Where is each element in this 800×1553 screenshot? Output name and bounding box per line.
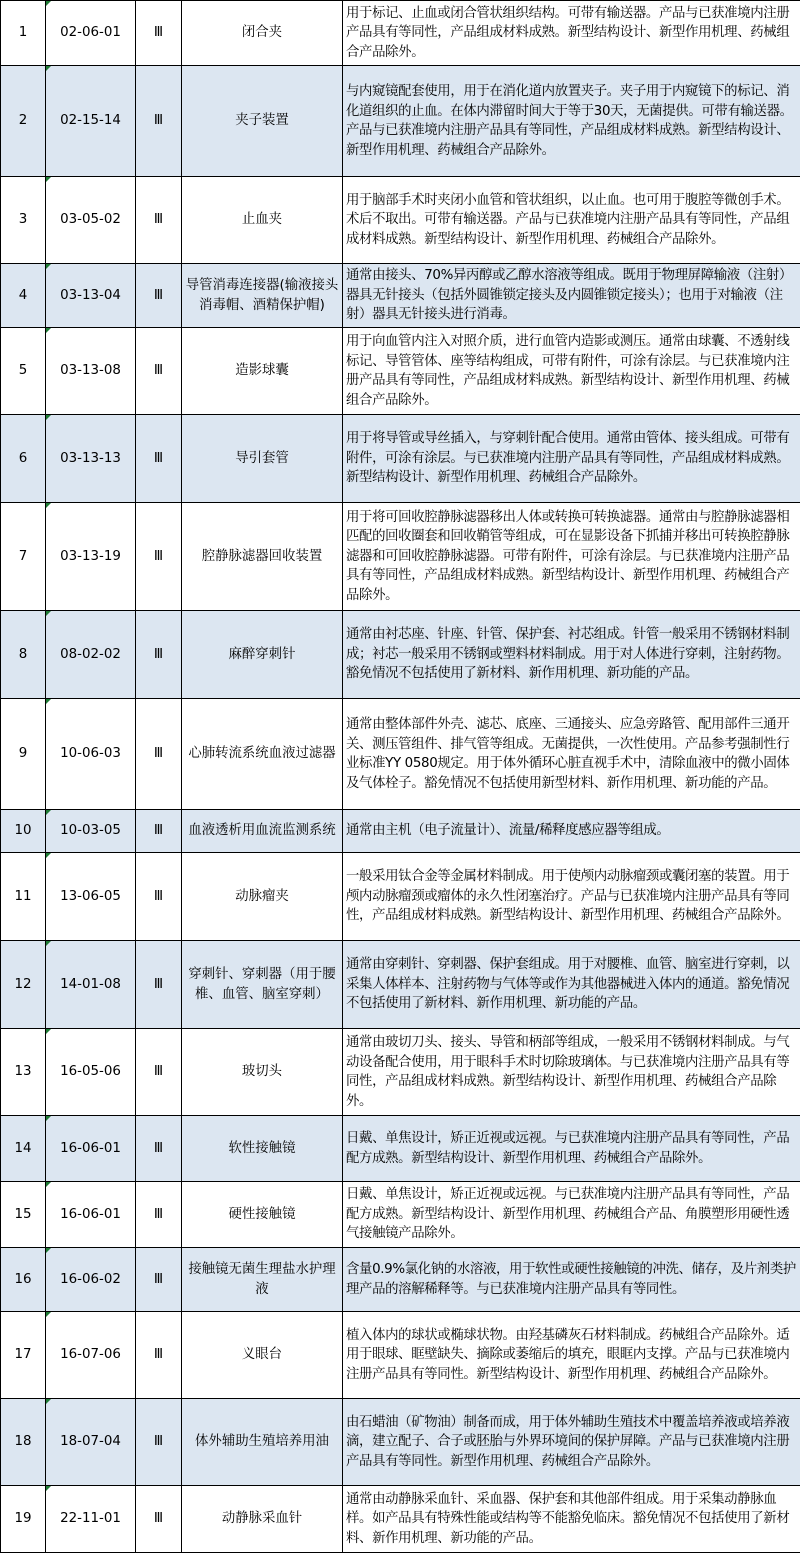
- cell-marker: [46, 1, 51, 6]
- product-name: 麻醉穿刺针: [182, 611, 343, 699]
- product-name: 硬性接触镜: [182, 1182, 343, 1248]
- device-class: Ⅲ: [136, 941, 182, 1029]
- cell-marker: [46, 1248, 51, 1253]
- cell-marker: [46, 1486, 51, 1491]
- device-class: Ⅲ: [136, 264, 182, 328]
- category-code: 02-15-14: [46, 66, 136, 177]
- table-row: [1, 503, 800, 611]
- device-class: Ⅲ: [136, 328, 182, 415]
- product-name: 穿刺针、穿刺器（用于腰椎、血管、脑室穿刺）: [182, 941, 343, 1029]
- product-name: 接触镜无菌生理盐水护理液: [182, 1248, 343, 1312]
- row-number: 12: [1, 941, 46, 1029]
- product-name: 造影球囊: [182, 328, 343, 415]
- device-class: Ⅲ: [136, 699, 182, 810]
- cell-marker: [46, 1029, 51, 1034]
- category-code: 16-05-06: [46, 1029, 136, 1116]
- cell-marker: [46, 853, 51, 858]
- cell-marker: [46, 1399, 51, 1404]
- row-number: 6: [1, 415, 46, 503]
- row-number: 17: [1, 1312, 46, 1399]
- cell-marker: [46, 177, 51, 182]
- table-row: [1, 1486, 800, 1553]
- product-name: 义眼台: [182, 1312, 343, 1399]
- table-row: [1, 1399, 800, 1486]
- row-number: 13: [1, 1029, 46, 1116]
- cell-marker: [46, 810, 51, 815]
- category-code: 16-06-02: [46, 1248, 136, 1312]
- product-name: 动静脉采血针: [182, 1486, 343, 1553]
- cell-marker: [46, 328, 51, 333]
- table-row: [1, 1, 800, 66]
- product-name: 玻切头: [182, 1029, 343, 1116]
- table-row: [1, 853, 800, 941]
- product-description: 由石蜡油（矿物油）制备而成，用于体外辅助生殖技术中覆盖培养液或培养液滴，建立配子、合子或胚胎与外界环境间的保护屏障。产品与已获准境内注册产品具有等同性。新型作用机理、药械组合产品除外。: [343, 1399, 800, 1486]
- device-class: Ⅲ: [136, 611, 182, 699]
- product-description: 通常由主机（电子流量计）、流量/稀释度感应器等组成。: [343, 810, 800, 853]
- table-row: [1, 699, 800, 810]
- cell-marker: [46, 1312, 51, 1317]
- product-description: 用于向血管内注入对照介质，进行血管内造影或测压。通常由球囊、不透射线标记、导管管体、座等结构组成，可带有附件，可涂有涂层。与已获准境内注册产品具有等同性，产品组成材料成熟。新型结构设计、新型作用机理、药械组合产品除外。: [343, 328, 800, 415]
- device-class: Ⅲ: [136, 1029, 182, 1116]
- product-name: 血液透析用血流监测系统: [182, 810, 343, 853]
- device-class: Ⅲ: [136, 177, 182, 264]
- device-class: Ⅲ: [136, 810, 182, 853]
- product-name: 软性接触镜: [182, 1116, 343, 1182]
- cell-marker: [46, 264, 51, 269]
- row-number: 9: [1, 699, 46, 810]
- product-description: 用于脑部手术时夹闭小血管和管状组织，以止血。也可用于腹腔等微创手术。术后不取出。可带有输送器。产品与已获准境内注册产品具有等同性，产品组成材料成熟。新型结构设计、新型作用机理、药械组合产品除外。: [343, 177, 800, 264]
- product-description: 日戴、单焦设计，矫正近视或远视。与已获准境内注册产品具有等同性，产品配方成熟。新型结构设计、新型作用机理、药械组合产品、角膜塑形用硬性透气接触镜产品除外。: [343, 1182, 800, 1248]
- category-code: 16-06-01: [46, 1182, 136, 1248]
- product-name: 导管消毒连接器(输液接头消毒帽、酒精保护帽): [182, 264, 343, 328]
- product-description: 通常由衬芯座、针座、针管、保护套、衬芯组成。针管一般采用不锈钢材料制成；衬芯一般采用不锈钢或塑料材料制成。用于对人体进行穿刺，注射药物。豁免情况不包括使用了新材料、新作用机理、新功能的产品。: [343, 611, 800, 699]
- product-description: 用于将可回收腔静脉滤器移出人体或转换可转换滤器。通常由与腔静脉滤器相匹配的回收圈套和回收鞘管等组成，可在显影设备下抓捕并移出可转换腔静脉滤器和可回收腔静脉滤器。可带有附件，可涂有涂层。与已获准境内注册产品具有等同性，产品组成材料成熟。新型结构设计、新型作用机理、药械组合产品除外。: [343, 503, 800, 611]
- cell-marker: [46, 1182, 51, 1187]
- device-class: Ⅲ: [136, 415, 182, 503]
- product-description: 含量0.9%氯化钠的水溶液，用于软性或硬性接触镜的冲洗、储存，及片剂类护理产品的溶解稀释等。与已获准境内注册产品具有等同性。: [343, 1248, 800, 1312]
- category-code: 10-03-05: [46, 810, 136, 853]
- category-code: 16-06-01: [46, 1116, 136, 1182]
- product-name: 夹子装置: [182, 66, 343, 177]
- table-row: [1, 810, 800, 853]
- cell-marker: [46, 611, 51, 616]
- product-description: 通常由动静脉采血针、采血器、保护套和其他部件组成。用于采集动静脉血样。如产品具有特殊性能或结构等不能豁免临床。豁免情况不包括使用了新材料、新作用机理、新功能的产品。: [343, 1486, 800, 1553]
- table-row: [1, 66, 800, 177]
- table-row: [1, 941, 800, 1029]
- cell-marker: [46, 699, 51, 704]
- row-number: 1: [1, 1, 46, 66]
- product-name: 腔静脉滤器回收装置: [182, 503, 343, 611]
- product-description: 通常由接头、70%异丙醇或乙醇水溶液等组成。既用于物理屏障输液（注射）器具无针接头（包括外圆锥锁定接头及内圆锥锁定接头）；也用于对输液（注射）器具无针接头进行消毒。: [343, 264, 800, 328]
- table-row: [1, 611, 800, 699]
- product-description: 通常由穿刺针、穿刺器、保护套组成。用于对腰椎、血管、脑室进行穿刺，以采集人体样本、注射药物与气体等或作为其他器械进入体内的通道。豁免情况不包括使用了新材料、新作用机理、新功能的产品。: [343, 941, 800, 1029]
- product-name: 心肺转流系统血液过滤器: [182, 699, 343, 810]
- product-description: 植入体内的球状或椭球状物。由羟基磷灰石材料制成。药械组合产品除外。适用于眼球、眶壁缺失、摘除或萎缩后的填充，眼眶内支撑。产品与已获准境内注册产品具有等同性。新型结构设计、新型作用机理、药械组合产品除外。: [343, 1312, 800, 1399]
- product-name: 闭合夹: [182, 1, 343, 66]
- category-code: 03-13-04: [46, 264, 136, 328]
- device-class: Ⅲ: [136, 1312, 182, 1399]
- row-number: 11: [1, 853, 46, 941]
- product-description: 与内窥镜配套使用，用于在消化道内放置夹子。夹子用于内窥镜下的标记、消化道组织的止血。在体内滞留时间大于等于30天，无菌提供。可带有输送器。产品与已获准境内注册产品具有等同性，产品组成材料成熟。新型结构设计、新型作用机理、药械组合产品除外。: [343, 66, 800, 177]
- category-code: 03-13-19: [46, 503, 136, 611]
- row-number: 16: [1, 1248, 46, 1312]
- product-name: 止血夹: [182, 177, 343, 264]
- device-class: Ⅲ: [136, 853, 182, 941]
- row-number: 8: [1, 611, 46, 699]
- device-class: Ⅲ: [136, 66, 182, 177]
- category-code: 03-13-08: [46, 328, 136, 415]
- device-class: Ⅲ: [136, 503, 182, 611]
- row-number: 10: [1, 810, 46, 853]
- device-class: Ⅲ: [136, 1, 182, 66]
- device-class: Ⅲ: [136, 1399, 182, 1486]
- table-row: [1, 1312, 800, 1399]
- product-name: 体外辅助生殖培养用油: [182, 1399, 343, 1486]
- product-description: 通常由整体部件外壳、滤芯、底座、三通接头、应急旁路管、配用部件三通开关、测压管组件、排气管等组成。无菌提供，一次性使用。产品参考强制性行业标准YY 0580规定。用于体外循环心脏直视手术中，清除血液中的微小固体及气体栓子。豁免情况不包括使用新型材料、新作用机理、新功能的产品。: [343, 699, 800, 810]
- category-code: 18-07-04: [46, 1399, 136, 1486]
- table-row: [1, 1182, 800, 1248]
- category-code: 08-02-02: [46, 611, 136, 699]
- table-row: [1, 1029, 800, 1116]
- table-row: [1, 1248, 800, 1312]
- table-row: [1, 328, 800, 415]
- row-number: 4: [1, 264, 46, 328]
- device-class: Ⅲ: [136, 1248, 182, 1312]
- product-description: 通常由玻切刀头、接头、导管和柄部等组成，一般采用不锈钢材料制成。与气动设备配合使用，用于眼科手术时切除玻璃体。与已获准境内注册产品具有等同性，产品组成材料成熟。新型结构设计、新型作用机理、药械组合产品除外。: [343, 1029, 800, 1116]
- category-code: 02-06-01: [46, 1, 136, 66]
- row-number: 18: [1, 1399, 46, 1486]
- product-name: 动脉瘤夹: [182, 853, 343, 941]
- cell-marker: [46, 941, 51, 946]
- category-code: 03-05-02: [46, 177, 136, 264]
- cell-marker: [46, 1116, 51, 1121]
- cell-marker: [46, 66, 51, 71]
- cell-marker: [46, 415, 51, 420]
- device-class: Ⅲ: [136, 1116, 182, 1182]
- category-code: 10-06-03: [46, 699, 136, 810]
- cell-marker: [46, 503, 51, 508]
- category-code: 22-11-01: [46, 1486, 136, 1553]
- product-description: 日戴、单焦设计，矫正近视或远视。与已获准境内注册产品具有等同性，产品配方成熟。新型结构设计、新型作用机理、药械组合产品除外。: [343, 1116, 800, 1182]
- product-description: 一般采用钛合金等金属材料制成。用于使颅内动脉瘤颈或囊闭塞的装置。用于颅内动脉瘤颈或瘤体的永久性闭塞治疗。产品与已获准境内注册产品具有等同性，产品组成材料成熟。新型结构设计、新型作用机理、药械组合产品除外。: [343, 853, 800, 941]
- product-name: 导引套管: [182, 415, 343, 503]
- table-row: [1, 1116, 800, 1182]
- product-description: 用于标记、止血或闭合管状组织结构。可带有输送器。产品与已获准境内注册产品具有等同性，产品组成材料成熟。新型结构设计、新型作用机理、药械组合产品除外。: [343, 1, 800, 66]
- row-number: 15: [1, 1182, 46, 1248]
- product-description: 用于将导管或导丝插入，与穿刺针配合使用。通常由管体、接头组成。可带有附件，可涂有涂层。与已获准境内注册产品具有等同性，产品组成材料成熟。新型结构设计、新型作用机理、药械组合产品除外。: [343, 415, 800, 503]
- device-class: Ⅲ: [136, 1182, 182, 1248]
- row-number: 14: [1, 1116, 46, 1182]
- table-row: [1, 264, 800, 328]
- category-code: 03-13-13: [46, 415, 136, 503]
- category-code: 16-07-06: [46, 1312, 136, 1399]
- row-number: 5: [1, 328, 46, 415]
- table-row: [1, 177, 800, 264]
- category-code: 13-06-05: [46, 853, 136, 941]
- category-code: 14-01-08: [46, 941, 136, 1029]
- row-number: 3: [1, 177, 46, 264]
- row-number: 7: [1, 503, 46, 611]
- device-class: Ⅲ: [136, 1486, 182, 1553]
- row-number: 19: [1, 1486, 46, 1553]
- table-row: [1, 415, 800, 503]
- row-number: 2: [1, 66, 46, 177]
